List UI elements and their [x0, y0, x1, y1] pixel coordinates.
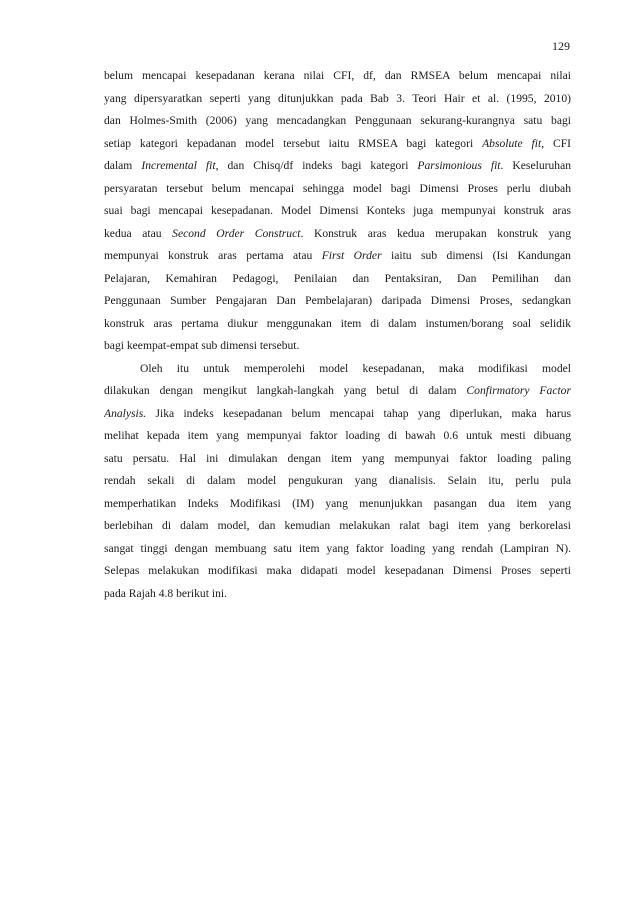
text-run: setiap kategori kepadanan model tersebut iaitu RMSEA bagi kategori — [104, 136, 483, 150]
text-line — [104, 248, 571, 264]
text-run: dilakukan dengan mengikut langkah-langkah yang betul di dalam — [104, 384, 467, 397]
text-run: persyaratan tersebut belum mencapai sehingga model bagi Dimensi Proses perlu diubah — [104, 181, 571, 195]
italic-term: First Order — [321, 249, 382, 262]
italic-term: Parsimonious fit — [417, 159, 501, 172]
text-line — [104, 496, 571, 512]
text-run: Jika indeks kesepadanan belum mencapai tahap yang diperlukan, maka harus — [146, 406, 571, 420]
text-line — [104, 406, 571, 422]
italic-term: Confirmatory Factor — [466, 384, 571, 397]
text-line — [104, 586, 571, 602]
text-run: bagi keempat-empat sub dimensi tersebut. — [104, 339, 300, 352]
text-run: dalam — [104, 159, 142, 172]
text-run: kedua atau — [104, 226, 173, 240]
text-line — [104, 181, 571, 197]
text-run: yang dipersyaratkan seperti yang ditunjukkan pada Bab 3. Teori Hair et al. (1995, 2010) — [104, 91, 571, 105]
text-line — [104, 451, 571, 467]
italic-term: Second Order Construct — [172, 226, 301, 240]
text-line — [104, 203, 571, 219]
text-line — [104, 383, 571, 399]
text-run: konstruk aras pertama diukur menggunakan item di dalam instumen/borang soal selidik — [104, 316, 571, 330]
text-line — [104, 563, 571, 579]
text-line — [104, 338, 571, 354]
page-number: 129 — [552, 39, 570, 53]
text-run: mempunyai konstruk aras pertama atau — [104, 249, 322, 262]
text-run: iaitu sub dimensi (Isi Kandungan — [381, 249, 571, 262]
text-run: Penggunaan Sumber Pengajaran Dan Pembelajaran) daripada Dimensi Proses, sedangkan — [104, 294, 571, 307]
text-line — [104, 271, 571, 287]
text-run: satu persatu. Hal ini dimulakan dengan item yang mempunyai faktor loading paling — [104, 451, 571, 465]
text-run: sangat tinggi dengan membuang satu item yang faktor loading yang rendah (Lampiran N). — [104, 541, 571, 555]
italic-term: Incremental fit — [141, 159, 216, 172]
text-line — [104, 158, 571, 174]
text-run: Pelajaran, Kemahiran Pedagogi, Penilaian dan Pentaksiran, Dan Pemilihan dan — [104, 271, 571, 285]
text-run: dan Holmes-Smith (2006) yang mencadangkan Penggunaan sekurang-kurangnya satu bagi — [104, 114, 571, 127]
text-run: . Keseluruhan — [500, 159, 571, 172]
text-run: , dan Chisq/df indeks bagi kategori — [215, 159, 418, 172]
text-line — [104, 518, 571, 534]
text-line — [104, 541, 571, 557]
text-line — [104, 428, 571, 444]
text-run: belum mencapai kesepadanan kerana nilai CFI, df, dan RMSEA belum mencapai nilai — [104, 69, 571, 82]
text-run: rendah sekali di dalam model pengukuran yang dianalisis. Selain itu, perlu pula — [104, 474, 571, 487]
text-run: melihat kepada item yang mempunyai faktor loading di bawah 0.6 untuk mesti dibuang — [104, 429, 571, 442]
italic-term: Analysis. — [104, 406, 147, 420]
text-line — [104, 136, 571, 152]
italic-term: Absolute fit — [482, 136, 542, 150]
text-line — [104, 316, 571, 332]
text-line — [104, 113, 571, 129]
text-run: Oleh itu untuk memperolehi model kesepadanan, maka modifikasi model — [140, 361, 571, 375]
text-run: , CFI — [541, 136, 571, 150]
text-line — [104, 473, 571, 489]
text-run: memperhatikan Indeks Modifikasi (IM) yang menunjukkan pasangan dua item yang — [104, 496, 571, 510]
text-line — [104, 91, 571, 107]
text-line — [104, 226, 571, 242]
text-line — [104, 68, 571, 84]
text-run: pada Rajah 4.8 berikut ini. — [104, 586, 227, 600]
text-run: . Konstruk aras kedua merupakan konstruk yang — [300, 226, 571, 240]
text-line — [104, 293, 571, 309]
text-line — [104, 361, 571, 377]
text-run: berlebihan di dalam model, dan kemudian melakukan ralat bagi item yang berkorelasi — [104, 519, 571, 532]
text-run: Selepas melakukan modifikasi maka didapati model kesepadanan Dimensi Proses seperti — [104, 564, 571, 577]
text-run: suai bagi mencapai kesepadanan. Model Dimensi Konteks juga mempunyai konstruk aras — [104, 204, 571, 217]
